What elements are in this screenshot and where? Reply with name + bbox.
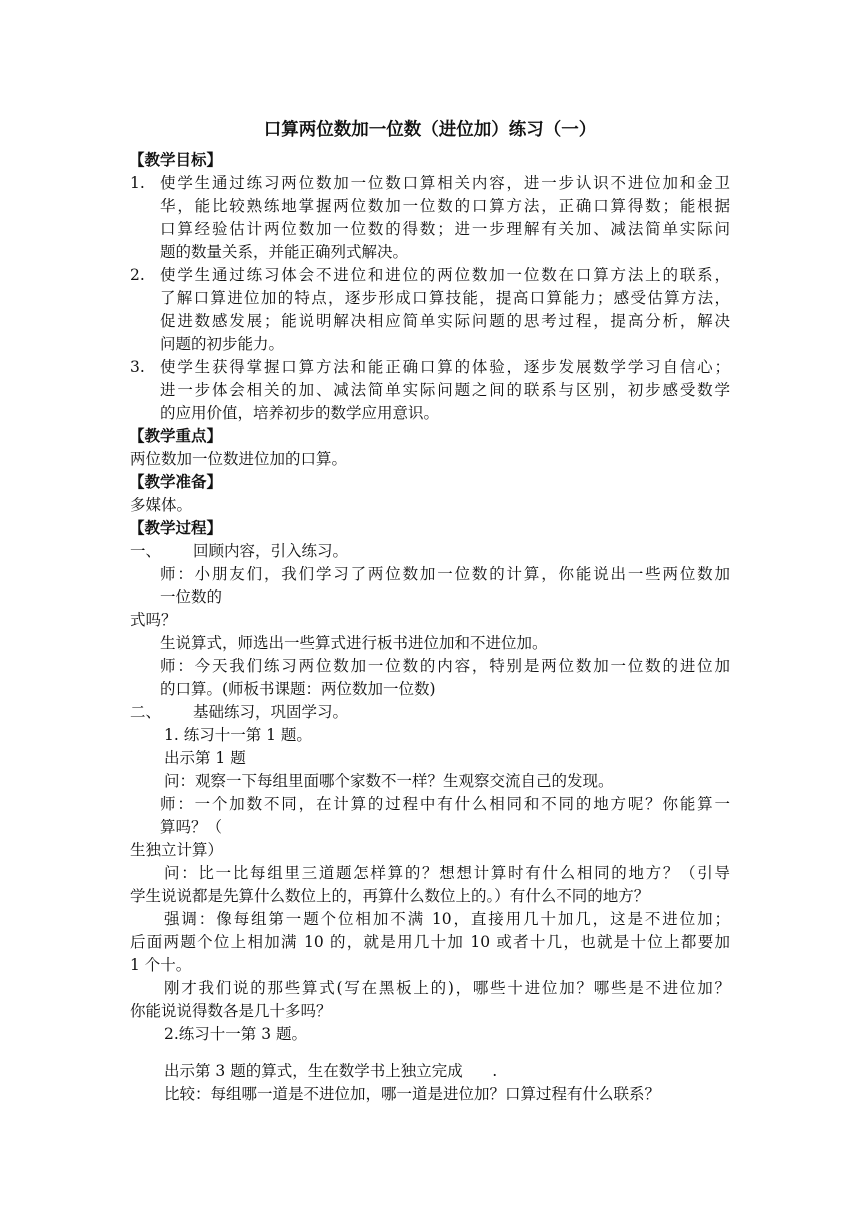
teacher-question-line-2: 算吗？（	[160, 818, 223, 836]
exercise-2-item: 2.练习十一第 3 题。	[164, 1025, 308, 1043]
comparison-question: 比较：每组哪一道是不进位加，哪一道是进位加？口算过程有什么联系？	[164, 1085, 661, 1103]
preparation-heading: 【教学准备】	[129, 473, 223, 491]
emphasis-line-2: 后面两题个位上相加满 10 的，就是用几十加 10 或者十几，也就是十位上都要加	[130, 933, 730, 951]
paragraph-teacher-intro-line-3: 式吗？	[130, 611, 177, 629]
key-point-text: 两位数加一位数进位加的口算。	[130, 450, 348, 468]
objective-2-line-2: 了解口算进位加的特点，逐步形成口算技能，提高口算能力；感受估算方法，	[160, 289, 730, 307]
objective-1-line-1: 使学生通过练习两位数加一位数口算相关内容，进一步认识不进位加和金卫	[160, 174, 730, 192]
objective-3-line-1: 使学生获得掌握口算方法和能正确口算的体验，逐步发展数学学习自信心；	[160, 358, 730, 376]
question-observe: 问：观察一下每组里面哪个家数不一样？生观察交流自己的发现。	[164, 772, 614, 790]
exercise-1-item: 1. 练习十一第 1 题。	[164, 726, 312, 744]
objective-1-line-4: 题的数量关系，并能正确列式解决。	[160, 243, 409, 261]
objective-1-line-3: 口算经验估计两位数加一位数的得数；进一步理解有关加、减法简单实际问	[160, 220, 730, 238]
process-heading: 【教学过程】	[129, 519, 223, 537]
objective-1-line-2: 华，能比较熟练地掌握两位数加一位数的口算方法，正确口算得数；能根据	[160, 197, 730, 215]
section-1-number: 一、	[130, 542, 162, 560]
objective-2-line-1: 使学生通过练习体会不进位和进位的两位数加一位数在口算方法上的联系，	[160, 266, 730, 284]
paragraph-students-formulas: 生说算式，师选出一些算式进行板书进位加和不进位加。	[160, 634, 548, 652]
compare-question-line-1: 问：比一比每组里三道题怎样算的？想想计算时有什么相同的地方？（引导	[164, 864, 730, 882]
objective-2-line-3: 促进数感发展；能说明解决相应简单实际问题的思考过程，提高分析，解决	[160, 312, 730, 330]
teacher-question-line-3: 生独立计算）	[130, 841, 224, 859]
objective-2-number: 2.	[130, 266, 145, 284]
objective-1-number: 1.	[130, 174, 145, 192]
paragraph-teacher-intro-line-1: 师：小朋友们，我们学习了两位数加一位数的计算，你能说出一些两位数加	[160, 565, 730, 583]
paragraph-teacher-topic-line-2: 的口算。(师板书课题：两位数加一位数)	[160, 680, 436, 698]
objective-3-number: 3.	[130, 358, 145, 376]
exercise-3-show: 出示第 3 题的算式，生在数学书上独立完成 .	[164, 1062, 498, 1080]
recap-line-2: 你能说说得数各是几十多吗？	[130, 1002, 332, 1020]
section-2-number: 二、	[130, 703, 162, 721]
objectives-heading: 【教学目标】	[129, 151, 223, 169]
section-1-title: 回顾内容，引入练习。	[193, 542, 349, 560]
paragraph-teacher-topic-line-1: 师：今天我们练习两位数加一位数的内容，特别是两位数加一位数的进位加	[160, 657, 730, 675]
objective-3-line-3: 的应用价值，培养初步的数学应用意识。	[160, 404, 440, 422]
document-title: 口算两位数加一位数（进位加）练习（一）	[263, 120, 597, 140]
section-2-title: 基础练习，巩固学习。	[193, 703, 349, 721]
emphasis-line-3: 1 个十。	[130, 956, 192, 974]
compare-question-line-2: 学生说说都是先算什么数位上的，再算什么数位上的。）有什么不同的地方？	[130, 887, 650, 905]
emphasis-line-1: 强调：像每组第一题个位相加不满 10，直接用几十加几，这是不进位加；	[164, 910, 730, 928]
exercise-1-show: 出示第 1 题	[164, 749, 246, 767]
recap-line-1: 刚才我们说的那些算式(写在黑板上的)，哪些十进位加？哪些是不进位加？	[164, 979, 730, 997]
preparation-text: 多媒体。	[130, 496, 193, 514]
objective-2-line-4: 问题的初步能力。	[160, 335, 285, 353]
teacher-question-line-1: 师：一个加数不同，在计算的过程中有什么相同和不同的地方呢？你能算一	[160, 795, 730, 813]
objective-3-line-2: 进一步体会相关的加、减法简单实际问题之间的联系与区别，初步感受数学	[160, 381, 730, 399]
key-point-heading: 【教学重点】	[129, 427, 223, 445]
paragraph-teacher-intro-line-2: 一位数的	[160, 588, 223, 606]
